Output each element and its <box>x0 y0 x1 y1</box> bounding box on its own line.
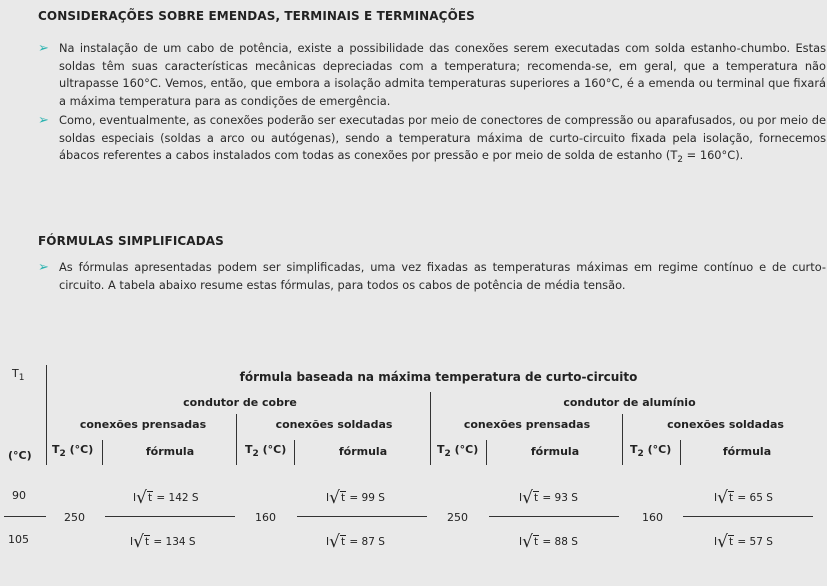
fraction-line <box>683 516 813 517</box>
paragraph-formulas: As fórmulas apresentadas podem ser simplificadas, uma vez fixadas as temperaturas máximas em regime contínuo e de curto-circuito. A tabela abaixo resume estas fórmulas, para todos os cabos de potência de média tensão. <box>59 260 826 292</box>
copper-header: condutor de cobre <box>183 396 297 409</box>
bullet-arrow-icon: ➢ <box>38 260 49 275</box>
section-title-formulas: FÓRMULAS SIMPLIFICADAS <box>38 234 224 248</box>
bullet-arrow-icon: ➢ <box>38 41 49 56</box>
formula-header: fórmula <box>145 445 195 458</box>
formula-value: I√t = 99 S <box>326 488 385 508</box>
t2-value: 250 <box>64 511 85 524</box>
fraction-line <box>489 516 619 517</box>
section-title-emendas: CONSIDERAÇÕES SOBRE EMENDAS, TERMINAIS E TERMINAÇÕES <box>38 9 475 23</box>
t2-value: 160 <box>642 511 663 524</box>
fraction-line <box>297 516 427 517</box>
t2-value: 160 <box>255 511 276 524</box>
paragraph-solda: Na instalação de um cabo de potência, existe a possibilidade das conexões serem executadas com solda estanho-chumbo. Estas soldas têm suas características mecânicas depreciadas com a temperatura; recomenda-se, em geral, que a temperatura não ultrapasse 160°C. Vemos, então, que embora a isolação admita temperaturas superiores a 160°C, é a emenda ou terminal que fixará a máxima temperatura para as condições de emergência. <box>59 41 826 108</box>
t1-value: 90 <box>12 489 26 502</box>
divider <box>46 365 47 465</box>
divider <box>430 392 431 465</box>
paragraph-conexoes: Como, eventualmente, as conexões poderão ser executadas por meio de conectores de compressão ou aparafusados, ou por meio de soldas especiais (soldas a arco ou autógenas), sendo a temperatura máxima de curto-circuito fixada pela isolação, fornecemos ábacos referentes a cabos instalados com todas as conexões por pressão e por meio de solda de estanho $(T_2 = 160^\circ C)$. <box>59 113 826 165</box>
formula-header: fórmula <box>722 445 772 458</box>
copper-pressed-header: conexões prensadas <box>79 418 207 431</box>
aluminum-pressed-header: conexões prensadas <box>463 418 591 431</box>
formula-value: I√t = 134 S <box>130 532 196 552</box>
divider <box>486 440 487 465</box>
formula-header: fórmula <box>338 445 388 458</box>
t2-header: $T_2$ (°C) <box>630 443 672 459</box>
formula-value: I√t = 142 S <box>133 488 199 508</box>
divider <box>294 440 295 465</box>
t1-value: 105 <box>8 533 29 546</box>
t2-header: $T_2$ (°C) <box>245 443 287 459</box>
bullet-arrow-icon: ➢ <box>38 113 49 128</box>
divider <box>102 440 103 465</box>
t2-header: $T_2$ (°C) <box>437 443 479 459</box>
divider <box>236 414 237 465</box>
t1-header: $T_1$ <box>12 367 25 383</box>
aluminum-welded-header: conexões soldadas <box>667 418 784 431</box>
divider <box>4 516 46 517</box>
t2-header: $T_2$ (°C) <box>52 443 94 459</box>
formula-header: fórmula <box>530 445 580 458</box>
fraction-line <box>105 516 235 517</box>
t2-value: 250 <box>447 511 468 524</box>
main-header: fórmula baseada na máxima temperatura de curto-circuito <box>239 370 638 384</box>
divider <box>680 440 681 465</box>
formula-value: I√t = 88 S <box>519 532 578 552</box>
copper-welded-header: conexões soldadas <box>275 418 393 431</box>
t1-unit: (°C) <box>8 449 32 462</box>
formula-value: I√t = 57 S <box>714 532 773 552</box>
formula-value: I√t = 65 S <box>714 488 773 508</box>
divider <box>622 414 623 465</box>
formula-value: I√t = 93 S <box>519 488 578 508</box>
aluminum-header: condutor de alumínio <box>563 396 696 409</box>
formula-value: I√t = 87 S <box>326 532 385 552</box>
